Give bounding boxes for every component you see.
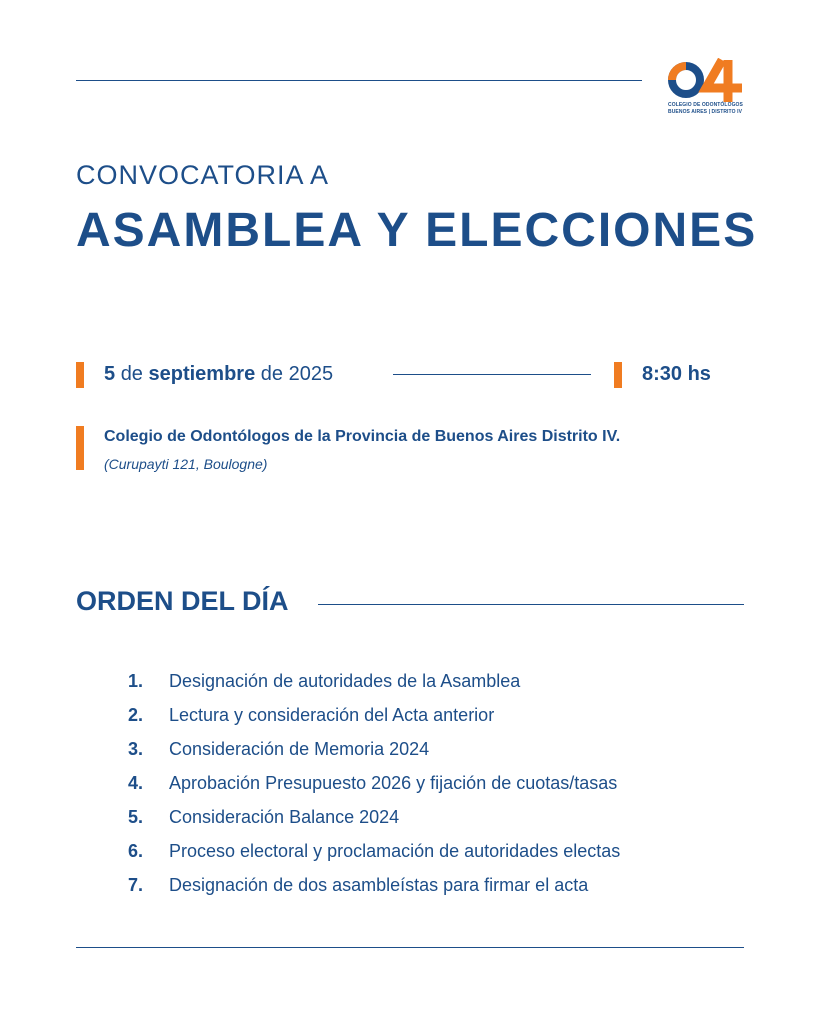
list-item bbox=[128, 698, 748, 732]
date-de-1: de bbox=[120, 363, 143, 385]
logo bbox=[666, 58, 748, 120]
list-item-text: Designación de dos asambleístas para firmar el acta bbox=[169, 874, 589, 895]
venue-name: Colegio de Odontólogos de la Provincia de Buenos Aires Distrito IV. bbox=[104, 428, 621, 445]
list-item-text: Designación de autoridades de la Asamblea bbox=[169, 670, 521, 691]
time-accent-bar bbox=[614, 362, 622, 388]
list-item-text: Consideración Balance 2024 bbox=[169, 806, 400, 827]
list-item-text: Consideración de Memoria 2024 bbox=[169, 738, 430, 759]
list-item bbox=[128, 868, 748, 902]
agenda-divider bbox=[318, 604, 744, 605]
list-item bbox=[128, 766, 748, 800]
kicker-title: CONVOCATORIA A bbox=[76, 160, 330, 190]
date-day: 5 bbox=[104, 363, 116, 385]
bottom-divider bbox=[76, 947, 744, 948]
list-item bbox=[128, 664, 748, 698]
agenda-title: ORDEN DEL DÍA bbox=[76, 586, 289, 616]
list-item bbox=[128, 834, 748, 868]
logo-line-1: COLEGIO DE ODONTÓLOGOS bbox=[668, 102, 743, 108]
agenda-list bbox=[128, 664, 748, 902]
list-item-number: 7. bbox=[128, 874, 144, 895]
date-year: 2025 bbox=[288, 363, 334, 385]
page-title: ASAMBLEA Y ELECCIONES bbox=[76, 204, 758, 257]
date-time-divider bbox=[393, 374, 591, 375]
date-accent-bar bbox=[76, 362, 84, 388]
list-item-text: Aprobación Presupuesto 2026 y fijación de cuotas/tasas bbox=[169, 772, 618, 793]
event-date bbox=[104, 363, 333, 386]
list-item-number: 4. bbox=[128, 772, 144, 793]
venue-address: (Curupayti 121, Boulogne) bbox=[104, 456, 268, 472]
venue-accent-bar bbox=[76, 426, 84, 470]
date-month: septiembre bbox=[148, 363, 256, 385]
list-item-number: 6. bbox=[128, 840, 144, 861]
list-item-number: 3. bbox=[128, 738, 144, 759]
list-item bbox=[128, 732, 748, 766]
list-item-number: 5. bbox=[128, 806, 144, 827]
logo-mark-icon bbox=[666, 58, 746, 102]
list-item bbox=[128, 800, 748, 834]
top-divider bbox=[76, 80, 642, 81]
date-de-2: de bbox=[260, 363, 284, 385]
list-item-text: Lectura y consideración del Acta anterior bbox=[169, 704, 495, 725]
event-time: 8:30 hs bbox=[642, 363, 711, 385]
list-item-number: 2. bbox=[128, 704, 144, 725]
list-item-number: 1. bbox=[128, 670, 144, 691]
list-item-text: Proceso electoral y proclamación de autoridades electas bbox=[169, 840, 621, 861]
logo-line-2: BUENOS AIRES | DISTRITO IV bbox=[668, 109, 743, 115]
